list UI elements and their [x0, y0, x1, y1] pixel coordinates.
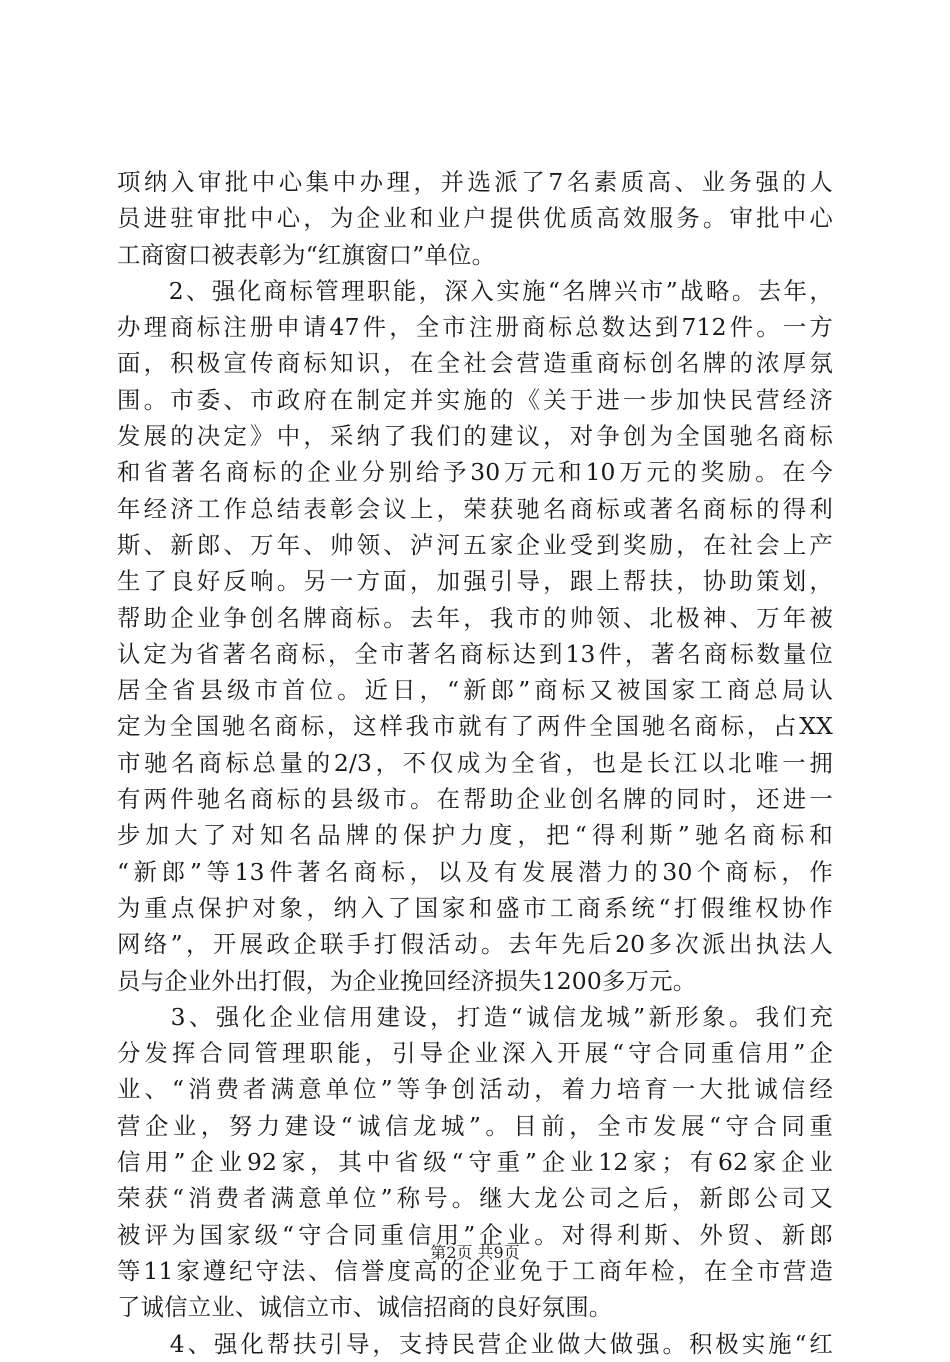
text-line: 3、强化企业信用建设，打造“诚信龙城”新形象。我们充 — [117, 1002, 833, 1031]
page-footer: 第2页 共9页 — [430, 1243, 520, 1262]
text-line: 工商窗口被表彰为“红旗窗口”单位。 — [117, 240, 496, 269]
text-line: 斯、新郎、万年、帅领、泸河五家企业受到奖励，在社会上产 — [117, 530, 833, 559]
text-line: 业、“消费者满意单位”等争创活动，着力培育一大批诚信经 — [117, 1075, 833, 1104]
text-line: “新郎”等13件著名商标，以及有发展潜力的30个商标，作 — [117, 857, 833, 886]
text-line: 2、强化商标管理职能，深入实施“名牌兴市”战略。去年， — [117, 276, 833, 305]
text-line: 为重点保护对象，纳入了国家和盛市工商系统“打假维权协作 — [117, 893, 833, 922]
text-line: 被评为国家级“守合同重信用”企业。对得利斯、外贸、新郎 — [117, 1220, 833, 1249]
text-line: 荣获“消费者满意单位”称号。继大龙公司之后，新郎公司又 — [117, 1184, 833, 1213]
text-line: 分发挥合同管理职能，引导企业深入开展“守合同重信用”企 — [117, 1039, 833, 1068]
text-line: 办理商标注册申请47件，全市注册商标总数达到712件。一方 — [117, 313, 833, 342]
text-line: 认定为省著名商标，全市著名商标达到13件，著名商标数量位 — [117, 639, 833, 668]
text-line: 等11家遵纪守法、信誉度高的企业免于工商年检，在全市营造 — [117, 1256, 833, 1285]
text-line: 营企业，努力建设“诚信龙城”。目前，全市发展“守合同重 — [117, 1111, 833, 1140]
text-line: 员与企业外出打假，为企业挽回经济损失1200多万元。 — [117, 966, 697, 995]
text-line: 发展的决定》中，采纳了我们的建议，对争创为全国驰名商标 — [117, 422, 833, 451]
text-line: 信用”企业92家，其中省级“守重”企业12家；有62家企业 — [117, 1148, 833, 1177]
text-line: 帮助企业争创名牌商标。去年，我市的帅领、北极神、万年被 — [117, 603, 833, 632]
text-line: 定为全国驰名商标，这样我市就有了两件全国驰名商标，占XX — [117, 712, 833, 741]
text-line: 生了良好反响。另一方面，加强引导，跟上帮扶，协助策划， — [117, 567, 833, 596]
text-line: 面，积极宣传商标知识，在全社会营造重商标创名牌的浓厚氛 — [117, 349, 833, 378]
text-line: 了诚信立业、诚信立市、诚信招商的良好氛围。 — [117, 1293, 613, 1322]
text-line: 年经济工作总结表彰会议上，荣获驰名商标或著名商标的得利 — [117, 494, 833, 523]
text-line: 居全省县级市首位。近日，“新郎”商标又被国家工商总局认 — [117, 676, 833, 705]
text-line: 有两件驰名商标的县级市。在帮助企业创名牌的同时，还进一 — [117, 785, 833, 814]
text-line: 市驰名商标总量的2/3，不仅成为全省，也是长江以北唯一拥 — [117, 748, 833, 777]
text-line: 项纳入审批中心集中办理，并选派了7名素质高、业务强的人 — [117, 168, 833, 196]
text-line: 4、强化帮扶引导，支持民营企业做大做强。积极实施“红 — [117, 1329, 833, 1358]
document-body — [117, 164, 833, 1362]
text-line: 围。市委、市政府在制定并实施的《关于进一步加快民营经济 — [117, 385, 833, 414]
text-line: 和省著名商标的企业分别给予30万元和10万元的奖励。在今 — [117, 458, 834, 487]
text-line: 员进驻审批中心，为企业和业户提供优质高效服务。审批中心 — [117, 204, 833, 233]
text-line: 步加大了对知名品牌的保护力度，把“得利斯”驰名商标和 — [117, 821, 833, 850]
text-line: 网络”，开展政企联手打假活动。去年先后20多次派出执法人 — [117, 930, 833, 959]
